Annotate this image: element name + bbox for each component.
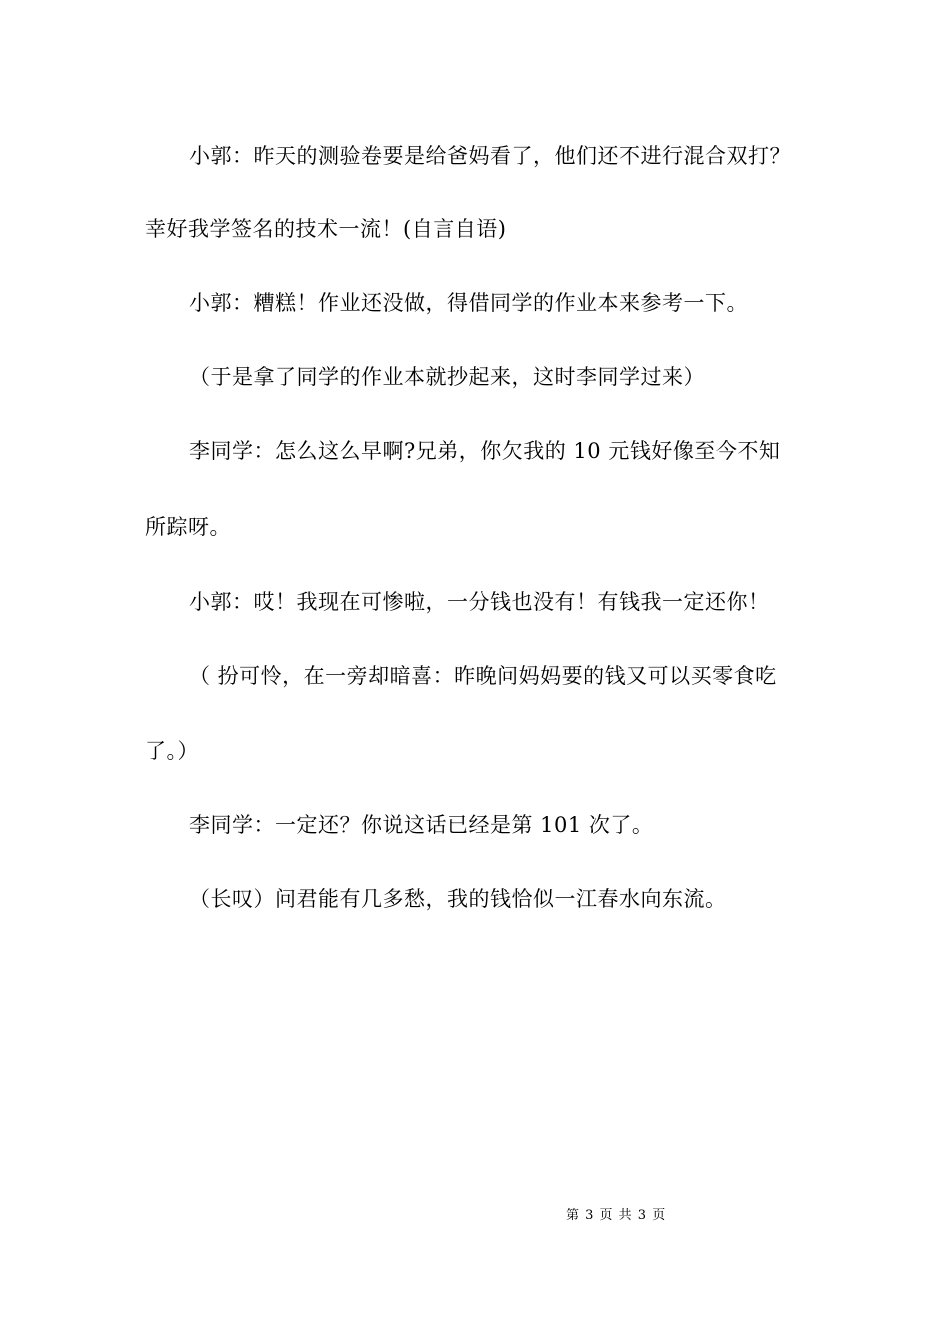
paragraph-line: 所踪呀。 [145, 515, 231, 539]
paragraph-line: （长叹）问君能有几多愁，我的钱恰似一江春水向东流。 [189, 887, 727, 911]
paragraph-line: （于是拿了同学的作业本就抄起来，这时李同学过来） [189, 365, 705, 389]
page-footer: 第 3 页 共 3 页 [566, 1208, 667, 1223]
paragraph-line: 李同学：一定还？你说这话已经是第 101 次了。 [189, 813, 654, 837]
paragraph-line: 小郭：哎！我现在可惨啦，一分钱也没有！有钱我一定还你！ [189, 590, 770, 614]
paragraph-line: 小郭：糟糕！作业还没做，得借同学的作业本来参考一下。 [189, 291, 748, 315]
paragraph-line: 小郭：昨天的测验卷要是给爸妈看了，他们还不进行混合双打？ [189, 144, 791, 168]
paragraph-line: 幸好我学签名的技术一流！(自言自语) [145, 217, 507, 241]
paragraph-line: 了。） [145, 739, 199, 763]
paragraph-line: （ 扮可怜，在一旁却暗喜：昨晚问妈妈要的钱又可以买零食吃 [189, 664, 777, 688]
paragraph-line: 李同学：怎么这么早啊?兄弟，你欠我的 10 元钱好像至今不知 [189, 439, 781, 463]
